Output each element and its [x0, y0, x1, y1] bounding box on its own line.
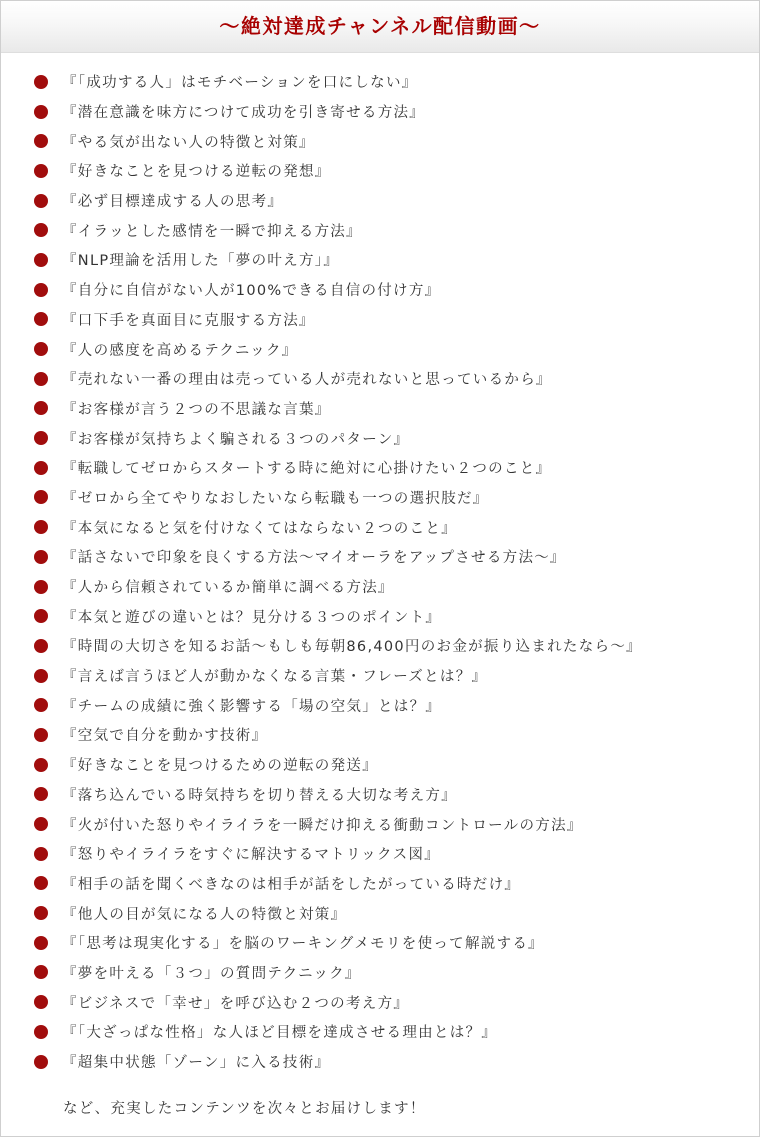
- bullet-icon: [34, 164, 48, 178]
- bullet-icon: [34, 876, 48, 890]
- list-item: [34, 423, 754, 453]
- video-title: 『NLP理論を活用した「夢の叶え方」』: [62, 253, 340, 270]
- video-title: 『好きなことを見つける逆転の発想』: [62, 164, 331, 181]
- bullet-icon: [34, 1055, 48, 1069]
- bullet-icon: [34, 550, 48, 564]
- bullet-icon: [34, 995, 48, 1009]
- bullet-icon: [34, 965, 48, 979]
- bullet-icon: [34, 936, 48, 950]
- list-item: [34, 364, 754, 394]
- list-item: [34, 987, 754, 1017]
- list-item: [34, 67, 754, 97]
- video-title: 『「思考は現実化する」を脳のワーキングメモリを使って解説する』: [62, 936, 544, 953]
- bullet-icon: [34, 787, 48, 801]
- list-item: [34, 958, 754, 988]
- video-title: 『相手の話を聞くべきなのは相手が話をしたがっている時だけ』: [62, 876, 521, 893]
- list-item: [34, 661, 754, 691]
- list-item: [34, 245, 754, 275]
- video-title: 『好きなことを見つけるための逆転の発送』: [62, 758, 378, 775]
- video-title: 『売れない一番の理由は売っている人が売れないと思っているから』: [62, 372, 552, 389]
- video-title: 『ゼロから全てやりなおしたいなら転職も一つの選択肢だ』: [62, 490, 489, 507]
- bullet-icon: [34, 520, 48, 534]
- video-title: 『言えば言うほど人が動かなくなる言葉・フレーズとは？』: [62, 669, 488, 686]
- video-title: 『お客様が言う２つの不思議な言葉』: [62, 401, 331, 418]
- video-title: 『自分に自信がない人が100%できる自信の付け方』: [62, 283, 441, 300]
- list-item: [34, 572, 754, 602]
- bullet-icon: [34, 283, 48, 297]
- list-item: [34, 1047, 754, 1077]
- bullet-icon: [34, 490, 48, 504]
- video-title: 『超集中状態「ゾーン」に入る技術』: [62, 1055, 331, 1072]
- list-item: [34, 750, 754, 780]
- list-item: [34, 126, 754, 156]
- bullet-icon: [34, 906, 48, 920]
- bullet-icon: [34, 75, 48, 89]
- panel-header: [1, 1, 759, 53]
- bullet-icon: [34, 461, 48, 475]
- list-item: [34, 601, 754, 631]
- video-title: 『イラッとした感情を一瞬で抑える方法』: [62, 223, 362, 240]
- video-title: 『空気で自分を動かす技術』: [62, 728, 268, 745]
- video-title: 『落ち込んでいる時気持ちを切り替える大切な考え方』: [62, 787, 457, 804]
- bullet-icon: [34, 401, 48, 415]
- video-title: 『「成功する人」はモチベーションを口にしない』: [62, 75, 418, 92]
- video-title: 『ビジネスで「幸せ」を呼び込む２つの考え方』: [62, 995, 410, 1012]
- video-title: 『夢を叶える「３つ」の質問テクニック』: [62, 965, 361, 982]
- video-title: 『本気と遊びの違いとは？見分ける３つのポイント』: [62, 609, 442, 626]
- list-item: [34, 156, 754, 186]
- video-title: 『口下手を真面目に克服する方法』: [62, 312, 315, 329]
- video-title: 『怒りやイライラをすぐに解決するマトリックス図』: [62, 847, 441, 864]
- bullet-icon: [34, 639, 48, 653]
- bullet-icon: [34, 312, 48, 326]
- list-item: [34, 839, 754, 869]
- video-title: 『「大ざっぱな性格」な人ほど目標を達成させる理由とは？』: [62, 1025, 498, 1042]
- list-item: [34, 898, 754, 928]
- list-item: [34, 275, 754, 305]
- video-title: 『人から信頼されているか簡単に調べる方法』: [62, 580, 394, 597]
- list-item: [34, 542, 754, 572]
- bullet-icon: [34, 372, 48, 386]
- video-title: 『話さないで印象を良くする方法～マイオーラをアップさせる方法～』: [62, 550, 566, 567]
- list-item: [34, 690, 754, 720]
- bullet-icon: [34, 194, 48, 208]
- video-title: 『他人の目が気になる人の特徴と対策』: [62, 906, 347, 923]
- video-title: 『時間の大切さを知るお話～もしも毎朝86,400円のお金が振り込まれたなら～』: [62, 639, 642, 656]
- list-item: [34, 780, 754, 810]
- video-title: 『やる気が出ない人の特徴と対策』: [62, 134, 315, 151]
- list-item: [34, 453, 754, 483]
- list-item: [34, 928, 754, 958]
- bullet-icon: [34, 342, 48, 356]
- bullet-icon: [34, 817, 48, 831]
- list-item: [34, 305, 754, 335]
- panel-title: ～絶対達成チャンネル配信動画～: [219, 14, 541, 38]
- bullet-icon: [34, 580, 48, 594]
- bullet-icon: [34, 105, 48, 119]
- list-item: [34, 1017, 754, 1047]
- video-title: 『お客様が気持ちよく騙される３つのパターン』: [62, 431, 410, 448]
- bullet-icon: [34, 758, 48, 772]
- bullet-icon: [34, 431, 48, 445]
- bullet-icon: [34, 669, 48, 683]
- video-title: 『必ず目標達成する人の思考』: [62, 194, 284, 211]
- bullet-icon: [34, 728, 48, 742]
- video-title: 『チームの成績に強く影響する「場の空気」とは？』: [62, 698, 442, 715]
- bullet-icon: [34, 847, 48, 861]
- video-title: 『火が付いた怒りやイライラを一瞬だけ抑える衝動コントロールの方法』: [62, 817, 583, 834]
- video-list: [34, 67, 754, 1076]
- video-title: 『本気になると気を付けなくてはならない２つのこと』: [62, 520, 457, 537]
- list-item: [34, 215, 754, 245]
- list-item: [34, 97, 754, 127]
- bullet-icon: [34, 1025, 48, 1039]
- list-item: [34, 631, 754, 661]
- bullet-icon: [34, 253, 48, 267]
- video-title: 『人の感度を高めるテクニック』: [62, 342, 298, 359]
- list-item: [34, 512, 754, 542]
- list-item: [34, 720, 754, 750]
- list-item: [34, 869, 754, 899]
- video-title: 『転職してゼロからスタートする時に絶対に心掛けたい２つのこと』: [62, 461, 552, 478]
- bullet-icon: [34, 698, 48, 712]
- list-item: [34, 483, 754, 513]
- list-item: [34, 394, 754, 424]
- list-item: [34, 334, 754, 364]
- bullet-icon: [34, 134, 48, 148]
- footer-note: など、充実したコンテンツを次々とお届けします！: [63, 1101, 426, 1117]
- bullet-icon: [34, 223, 48, 237]
- video-title: 『潜在意識を味方につけて成功を引き寄せる方法』: [62, 105, 426, 122]
- list-item: [34, 809, 754, 839]
- bullet-icon: [34, 609, 48, 623]
- list-item: [34, 186, 754, 216]
